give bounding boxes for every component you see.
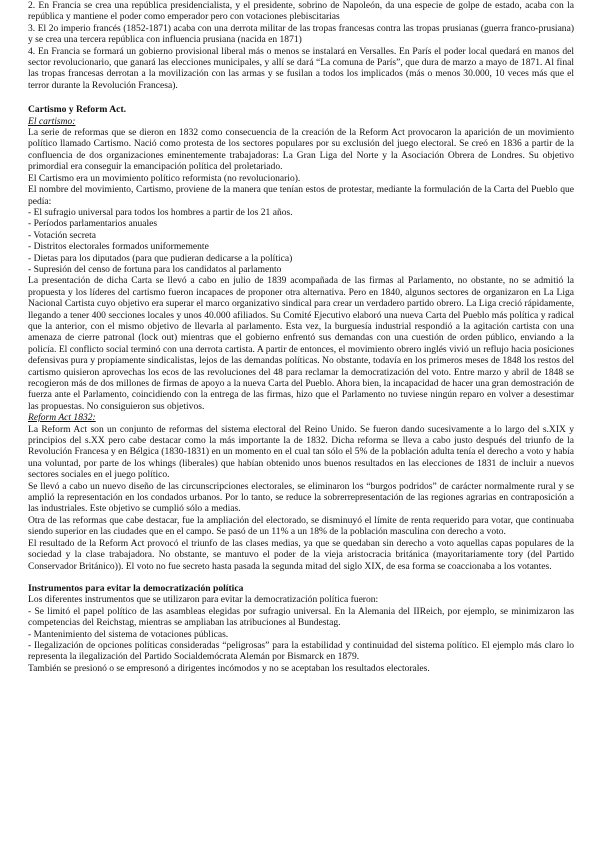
document-page: [28, 0, 574, 674]
paragraph: Se llevó a cabo un nuevo diseño de las circunscripciones electorales, se eliminaron los “burgos podridos” de carácter normalmente rural y se amplió la representación en los condados urbanos. Por lo tanto, se reduce la sobrerrepresentación de las regiones agrarias en contraposición a las industriales. Este objetivo se cumplió sólo a medias.: [28, 480, 574, 515]
list-item: - Mantenimiento del sistema de votaciones públicas.: [28, 628, 229, 640]
list-item: - Ilegalización de opciones políticas consideradas “peligrosas” para la estabilidad y continuidad del sistema político. El ejemplo más claro lo representa la ilegalización del Partido Socialdemócrata Alemán por Bismarck en 1879.: [28, 639, 574, 663]
paragraph: El nombre del movimiento, Cartismo, proviene de la manera que tenían estos de protestar, mediante la formulación de la Carta del Pueblo que pedía:: [28, 184, 574, 207]
intro-item-2: 2. En Francia se crea una república presidencialista, y el presidente, sobrino de Napoleón, da una especie de golpe de estado, acaba con la república y mantiene el poder como emperador pero con votaciones plebiscitarias: [28, 0, 574, 23]
list-item: - Votación secreta: [28, 229, 97, 241]
intro-item-4: 4. En Francia se formará un gobierno provisional liberal más o menos se instalará en Versalles. En París el poder local quedará en manos del sector revolucionario, que ganará las elecciones municipales, y allí se dará “La comuna de París”, que dura de marzo a mayo de 1871. Al final las tropas francesas derrotan a la movilización con las armas y se fusilan a todos los implicados (más o menos 30.000, 10 veces más que el terror durante la Revolución Francesa).: [28, 45, 574, 91]
section-title-cartismo: Cartismo y Reform Act.: [28, 104, 127, 116]
section-title-instrumentos: Instrumentos para evitar la democratización política: [28, 582, 244, 594]
list-item: - Supresión del censo de fortuna para los candidatos al parlamento: [28, 263, 282, 275]
intro-item-3: 3. El 2o imperio francés (1852-1871) acaba con una derrota militar de las tropas francesas contra las tropas prusianas (guerra franco-prusiana) y se crea una tercera república con influencia prusiana (nacida en 1871): [28, 22, 574, 46]
list-item: - El sufragio universal para todos los hombres a partir de los 21 años.: [28, 206, 293, 218]
paragraph: Los diferentes instrumentos que se utilizaron para evitar la democratización política fueron:: [28, 594, 379, 606]
list-item: - Períodos parlamentarios anuales: [28, 218, 158, 230]
intro-list: [28, 0, 574, 91]
paragraph: La serie de reformas que se dieron en 1832 como consecuencia de la creación de la Reform Act provocaron la aparición de un movimiento político llamado Cartismo. Nació como protesta de los sectores populares por su exclusión del juego electoral. Se creó en 1836 a partir de la confluencia de dos organizaciones eminentemente trabajadoras: La Gran Liga del Norte y la Asociación Obrera de Londres. Su objetivo primordial era conseguir la emancipación política del proletariado.: [28, 127, 574, 173]
list-item: - Se limitó el papel político de las asambleas elegidas por sufragio universal. En la Alemania del IIReich, por ejemplo, se minimizaron las competencias del Reichstag, mientras se ampliaban las atribuciones al Bundestag.: [28, 605, 574, 629]
subtitle-reform-act: Reform Act 1832:: [28, 412, 96, 424]
paragraph: El resultado de la Reform Act provocó el triunfo de las clases medias, ya que se quedaban sin derecho a voto aquellas capas populares de la sociedad y la clase trabajadora. No obstante, se mantuvo el poder de la vieja aristocracia británica (mayoritariamente tory (del Partido Conservador Británico)). El voto no fue secreto hasta pasada la segunda mitad del siglo XIX, de esa forma se coaccionaba a los votantes.: [28, 537, 574, 572]
paragraph: Otra de las reformas que cabe destacar, fue la ampliación del electorado, se disminuyó el límite de renta requerido para votar, que continuaba siendo superior en las ciudades que en el campo. Se pasó de un 11% a un 18% de la población masculina con derecho a voto.: [28, 514, 574, 538]
section-cartismo: [28, 104, 574, 572]
list-item: - Dietas para los diputados (para que pudieran dedicarse a la política): [28, 252, 293, 264]
paragraph: El Cartismo era un movimiento político reformista (no revolucionario).: [28, 172, 301, 184]
paragraph: La presentación de dicha Carta se llevó a cabo en julio de 1839 acompañada de las firmas al Parlamento, no obstante, no se admitió la propuesta y los líderes del cartismo fueron incapaces de proponer otra alternativa. Pero en 1840, algunos sectores de organizaron en La Liga Nacional Cartista cuyo objetivo era superar el marco organizativo sindical para crear un verdadero partido obrero. La Liga creció rápidamente, llegando a tener 400 secciones locales y unos 40.000 afiliados. Su Comité Ejecutivo elaboró una nueva Carta del Pueblo más política y radical que la anterior, con el mismo objetivo de llevarla al parlamento. Esta vez, la burguesía industrial respondió a la agitación cartista con una amenaza de cierre patronal (lock out) mientras que el gobierno enfrentó sus demandas con una cuestión de orden público, enviando a la policía. El conflicto social terminó con una derrota cartista. A partir de entonces, el movimiento obrero inglés vivió un reflujo hacia posiciones defensivas pura y propiamente sindicalistas, lejos de las demandas políticas. No obstante, todavía en los primeros meses de 1848 los restos del cartismo quisieron aprovechas los ecos de las revoluciones del 48 para reclamar la democratización del voto. Entre marzo y abril de 1848 se recogieron más de dos millones de firmas de apoyo a la nueva Carta del Pueblo. Ahora bien, la incapacidad de hacer una gran demostración de fuerza ante el Parlamento, coincidiendo con la entrega de las firmas, hizo que el Parlamento no tuviese ningún reparo en volver a desestimar las propuestas. No consiguieron sus objetivos.: [28, 275, 574, 412]
subtitle-cartismo: El cartismo:: [28, 115, 76, 127]
list-item: - Distritos electorales formados uniformemente: [28, 241, 209, 253]
section-instrumentos: [28, 583, 574, 674]
paragraph: También se presionó o se empresonó a dirigentes incómodos y no se aceptaban los resultados electorales.: [28, 662, 430, 674]
paragraph: La Reform Act son un conjunto de reformas del sistema electoral del Reino Unido. Se fueron dando sucesivamente a lo largo del s.XIX y principios del s.XX pero cabe destacar como la más importante la de 1832. Dicha reforma se lleva a cabo justo después del triunfo de la Revolución Francesa y en Bélgica (1830-1831) en un momento en el cual tan sólo el 5% de la población adulta tenía el derecho a voto y había una voluntad, por parte de los whings (liberales) que habían obtenido unos buenos resultados en las elecciones de 1831 de incluir a nuevos sectores sociales en el juego político.: [28, 423, 574, 481]
